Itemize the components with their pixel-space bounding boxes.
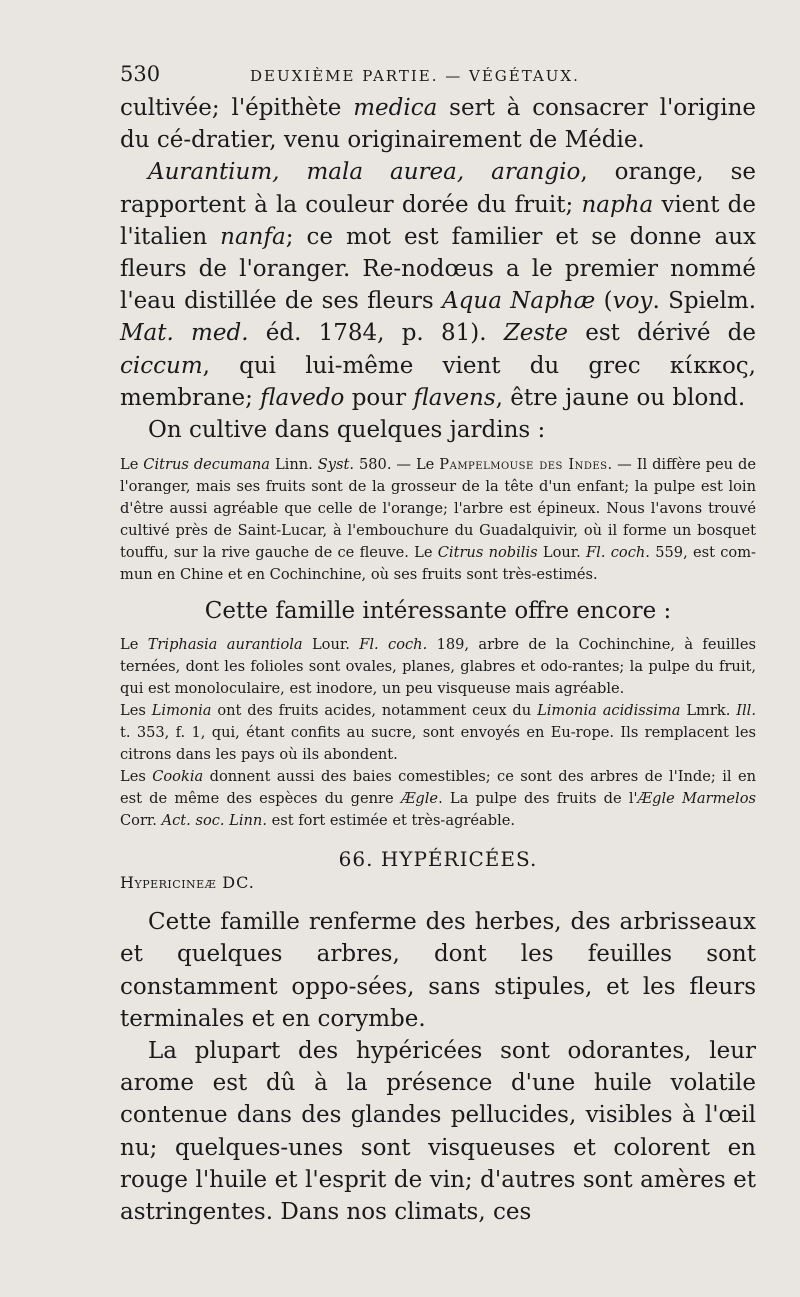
- text-run: 189, arbre de la Cochinchine, à feuilles ternées, dont les folioles sont ovales, planes, glabres et odo-rantes; la pulpe du fruit, qui est monoloculaire, est inodore, un peu visqueuse mais agréable.: [120, 636, 756, 698]
- paragraph-on-cultive: On cultive dans quelques jardins :: [148, 417, 546, 444]
- text-run: Le: [120, 636, 148, 654]
- text-run: t. 353, f. 1, qui, étant confits au sucre, sont envoyés en Eu-rope. Ils remplacent les citrons dans les pays où ils abondent.: [120, 724, 756, 764]
- page-number: 530: [120, 62, 161, 86]
- text-run: cultivée; l'épithète: [120, 95, 354, 121]
- italic-term: flavens: [413, 384, 496, 411]
- text-run: Linn.: [270, 456, 318, 474]
- note-other-genera: [120, 634, 756, 832]
- italic-term: Ægle: [400, 790, 439, 808]
- paragraph-famille-renferme: Cette famille renferme des herbes, des arbrisseaux et quelques arbres, dont les feuilles sont constamment oppo-sées, sans stipules, et les fleurs terminales et en corymbe.: [120, 909, 756, 1032]
- italic-term: nanfa: [220, 223, 286, 250]
- text-run: Les: [120, 702, 152, 720]
- text-run: pour: [344, 384, 414, 411]
- text-run: DC.: [216, 873, 255, 893]
- paragraph-aurantium: [120, 156, 756, 414]
- italic-term: napha: [581, 191, 654, 218]
- italic-term: Ill.: [736, 702, 756, 720]
- text-run: ; ce mot est familier et se donne aux fleurs de l'oranger. Re-nodœus a le premier nommé l'eau distillée de ses fleurs: [120, 223, 756, 315]
- italic-term: Syst.: [317, 456, 354, 474]
- text-run: , être jaune ou blond.: [495, 384, 746, 411]
- note-citrus: [120, 454, 756, 586]
- section-title: 66. HYPÉRICÉES.: [338, 847, 538, 872]
- text-run: 580. — Le: [354, 456, 440, 474]
- italic-term: voy: [612, 288, 653, 315]
- text-run: donnent aussi des baies comestibles; ce sont des arbres de l'Inde; il en est de même des espèces du genre: [120, 768, 756, 808]
- text-run: , orange, se rapportent à la couleur dorée du fruit;: [120, 159, 756, 218]
- text-run: est dérivé de: [568, 320, 756, 347]
- text-run: ont des fruits acides, notamment ceux du: [211, 702, 538, 720]
- text-run: Corr.: [120, 812, 162, 830]
- italic-term: Cookia: [152, 768, 204, 786]
- text-run: vient de l'italien: [120, 191, 756, 250]
- running-header: [120, 62, 756, 86]
- text-run: . La pulpe des fruits de l': [438, 790, 638, 808]
- text-run: , qui lui-même vient du grec κίκκος, membrane;: [120, 352, 756, 411]
- text-run: Le: [120, 456, 144, 474]
- italic-term: Triphasia aurantiola: [147, 636, 303, 654]
- note-triphasia: [120, 634, 756, 700]
- italic-term: Citrus decumana: [143, 456, 271, 474]
- italic-term: Limonia: [151, 702, 212, 720]
- italic-term: Aqua Naphæ: [442, 288, 596, 315]
- text-run: Lour.: [302, 636, 360, 654]
- paragraph-hypericees-odorantes: La plupart des hypéricées sont odorantes, leur arome est dû à la présence d'une huile volatile contenue dans des glandes pellucides, visibles à l'œil nu; quelques-unes sont visqueuses et colorent en rouge l'huile et l'esprit de vin; d'autres sont amères et astringentes. Dans nos climats, ces: [120, 1038, 756, 1226]
- italic-term: Mat. med.: [120, 320, 249, 347]
- italic-term: Fl. coch.: [359, 636, 428, 654]
- italic-term: ciccum: [120, 352, 203, 379]
- italic-term: Zeste: [503, 320, 569, 347]
- text-run: . — Il diffère peu de l'oranger, mais ses fruits sont de la grosseur de la tête d'un enfant; la pulpe est loin d'être aussi agréable que celle de l'orange; l'arbre est épineux. Nous l'avons trouvé cultivé près de Saint-Lucar, à l'embouchure du Guadalquivir, où il forme un bosquet touffu, sur la rive gauche de ce fleuve. Le: [120, 456, 756, 562]
- smallcaps-term: Hypericineæ: [120, 873, 217, 893]
- italic-term: medica: [353, 95, 438, 121]
- italic-term: Aurantium, mala aurea, arangio: [148, 159, 581, 186]
- smallcaps-term: Pampelmouse des Indes: [439, 456, 608, 474]
- paragraph-cultivee: [120, 92, 756, 156]
- paragraph-cette-famille: Cette famille intéressante offre encore :: [204, 598, 672, 625]
- text-run: sert à consacrer l'origine du cé-dratier, venu originairement de Médie.: [120, 95, 756, 154]
- note-paragraph: [120, 454, 756, 586]
- text-run: 559, est com-mun en Chine et en Cochinchine, où ses fruits sont très-estimés.: [120, 544, 756, 584]
- italic-term: Citrus nobilis: [437, 544, 538, 562]
- italic-term: Ægle Marmelos: [637, 790, 756, 808]
- italic-term: Fl. coch.: [586, 544, 650, 562]
- note-limonia: [120, 700, 756, 766]
- running-title: DEUXIÈME PARTIE. — VÉGÉTAUX.: [250, 67, 580, 85]
- note-cookia: [120, 766, 756, 832]
- text-run: Les: [120, 768, 153, 786]
- text-run: Lour.: [537, 544, 587, 562]
- text-run: Lmrk.: [680, 702, 737, 720]
- italic-term: Limonia acidissima: [537, 702, 681, 720]
- section-latin-name: [120, 872, 756, 894]
- text-run: (: [595, 288, 613, 315]
- italic-term: Act. soc. Linn.: [161, 812, 267, 830]
- text-run: est fort estimée et très-agréable.: [266, 812, 516, 830]
- italic-term: flavedo: [260, 384, 345, 411]
- text-run: . Spielm.: [652, 288, 757, 315]
- text-run: éd. 1784, p. 81).: [248, 320, 504, 347]
